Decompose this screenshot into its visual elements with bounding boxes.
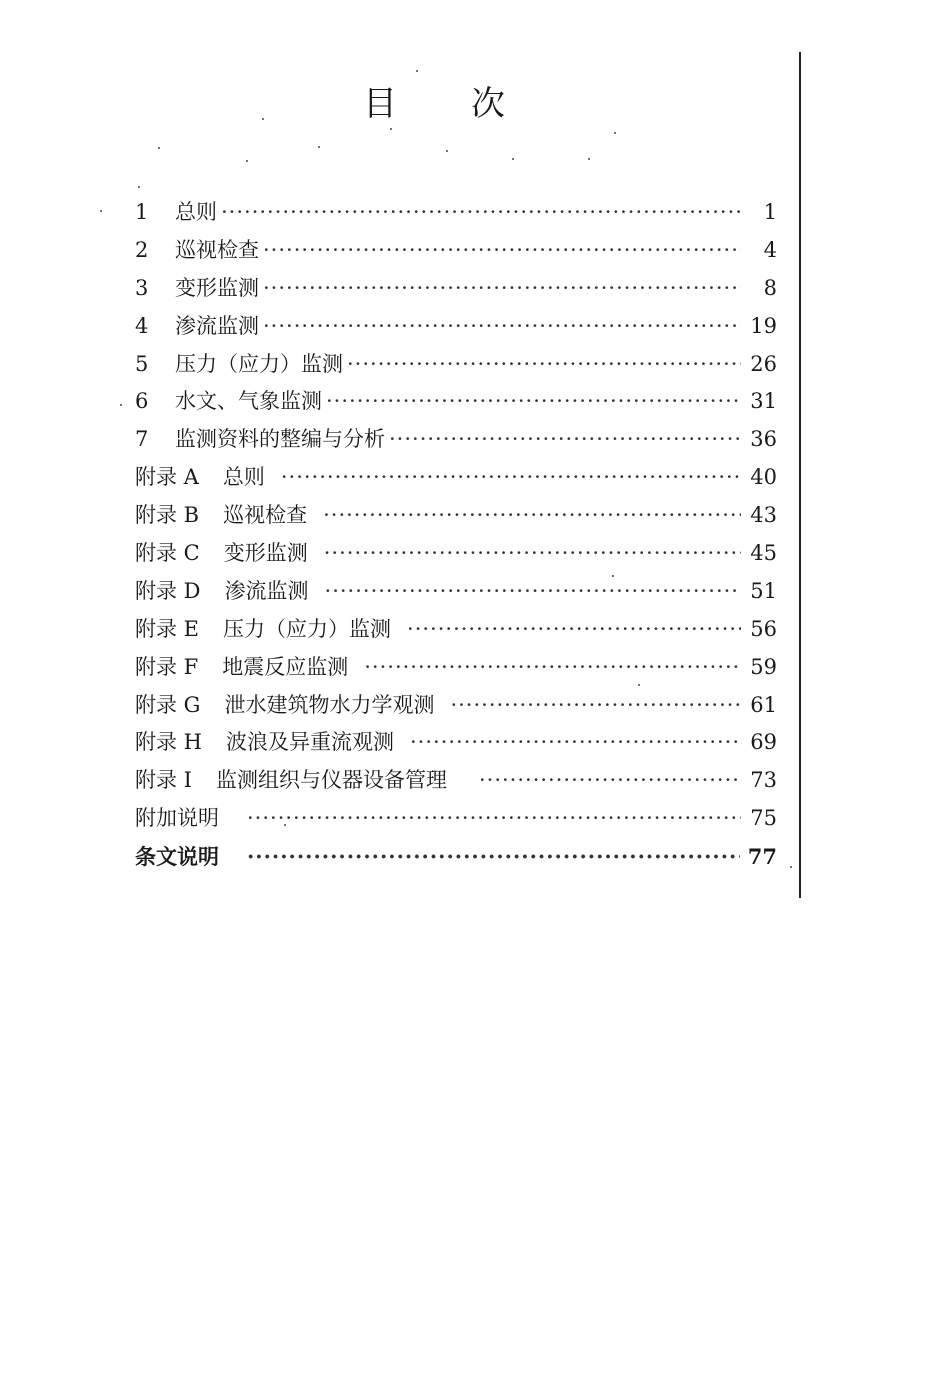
- toc-entry-1[interactable]: [135, 194, 777, 232]
- toc-entry-page: 19: [750, 313, 777, 338]
- toc-entry-appendix-a[interactable]: [135, 459, 777, 497]
- toc-entry-5[interactable]: [135, 346, 777, 384]
- toc-entry-number: 附录 E: [135, 616, 200, 641]
- toc-entry-label: 渗流监测: [175, 313, 259, 338]
- toc-entry-label: 变形监测: [223, 541, 308, 566]
- toc-entry-number: 1: [135, 200, 149, 224]
- scan-speck: [158, 147, 160, 149]
- toc-entry-number: 6: [135, 389, 149, 414]
- toc-entry-number: 附录 B: [135, 503, 200, 528]
- title-char-2: 次: [471, 84, 507, 124]
- toc-leader-dots: [479, 762, 741, 800]
- toc-entry-page: 77: [747, 844, 777, 870]
- toc-leader-dots: [263, 270, 741, 308]
- table-of-contents: [135, 194, 777, 876]
- toc-entry-number: 5: [135, 351, 149, 376]
- scan-speck: [612, 575, 614, 577]
- toc-entry-number: 7: [135, 427, 149, 452]
- toc-leader-dots: [323, 497, 741, 535]
- toc-entry-page: 8: [763, 275, 777, 300]
- toc-leader-dots: [450, 687, 741, 725]
- toc-entry-page: 59: [750, 654, 777, 679]
- title-char-1: 目: [363, 84, 399, 124]
- toc-entry-label: 地震反应监测: [222, 654, 349, 679]
- toc-entry-appendix-e[interactable]: [135, 611, 777, 649]
- toc-leader-dots: [247, 800, 741, 838]
- toc-entry-appendix-d[interactable]: [135, 573, 777, 611]
- toc-entry-4[interactable]: [135, 308, 777, 346]
- toc-entry-2[interactable]: [135, 232, 777, 270]
- scan-speck: [446, 150, 448, 152]
- toc-entry-label: 总则: [175, 200, 217, 224]
- toc-entry-page: 36: [750, 427, 777, 452]
- toc-leader-dots: [263, 308, 741, 346]
- toc-entry-label: 总则: [222, 465, 265, 490]
- toc-leader-dots: [410, 724, 741, 762]
- scan-speck: [638, 684, 640, 686]
- scan-speck: [120, 404, 122, 406]
- toc-entry-page: 69: [750, 730, 777, 755]
- scan-speck: [138, 186, 140, 188]
- toc-entry-label: 泄水建筑物水力学观测: [224, 692, 435, 717]
- toc-entry-number: 3: [135, 275, 149, 300]
- toc-entry-appendix-b[interactable]: [135, 497, 777, 535]
- toc-entry-page: 4: [763, 237, 777, 262]
- toc-entry-label: 监测组织与仪器设备管理: [215, 768, 447, 793]
- toc-entry-7[interactable]: [135, 421, 777, 459]
- toc-entry-page: 45: [750, 541, 777, 566]
- toc-entry-page: 1: [763, 200, 777, 224]
- toc-entry-label: 巡视检查: [223, 503, 308, 528]
- toc-entry-appendix-h[interactable]: [135, 724, 777, 762]
- toc-entry-number: 附录 A: [135, 465, 199, 490]
- scan-speck: [262, 118, 264, 120]
- toc-entry-number: 附录 C: [135, 541, 200, 566]
- scan-speck: [512, 158, 514, 160]
- toc-entry-label: 压力（应力）监测: [175, 351, 343, 376]
- scan-speck: [100, 210, 102, 212]
- toc-leader-dots: [263, 232, 741, 270]
- toc-entry-6[interactable]: [135, 383, 777, 421]
- toc-entry-label: 水文、气象监测: [175, 389, 322, 414]
- scan-speck: [390, 128, 392, 130]
- toc-entry-label: 监测资料的整编与分析: [175, 427, 385, 452]
- toc-entry-number: 附录 H: [135, 730, 202, 755]
- scan-speck: [614, 132, 616, 134]
- toc-leader-dots: [247, 838, 740, 876]
- toc-entry-number: 附录 G: [135, 692, 201, 717]
- toc-entry-appendix-g[interactable]: [135, 687, 777, 725]
- toc-leader-dots: [221, 194, 741, 232]
- toc-entry-page: 73: [750, 768, 777, 793]
- toc-leader-dots: [407, 611, 741, 649]
- toc-entry-appendix-i[interactable]: [135, 762, 777, 800]
- toc-entry-number: 附录 I: [135, 768, 192, 793]
- toc-entry-number: 4: [135, 313, 149, 338]
- toc-entry-article-explanation[interactable]: [135, 838, 777, 876]
- toc-leader-dots: [325, 573, 741, 611]
- scan-speck: [416, 70, 418, 72]
- toc-entry-page: 40: [750, 465, 777, 490]
- toc-leader-dots: [281, 459, 741, 497]
- toc-entry-number: 附加说明: [135, 806, 219, 831]
- toc-entry-number: 2: [135, 237, 149, 262]
- toc-leader-dots: [364, 649, 741, 687]
- scan-speck: [318, 146, 320, 148]
- toc-entry-label: 压力（应力）监测: [223, 616, 392, 641]
- scan-speck: [246, 160, 248, 162]
- toc-entry-number: 附录 F: [135, 654, 199, 679]
- toc-entry-label: 巡视检查: [175, 237, 259, 262]
- toc-entry-label: 变形监测: [175, 275, 259, 300]
- toc-entry-page: 51: [750, 578, 777, 603]
- toc-entry-supplementary-notes[interactable]: [135, 800, 777, 838]
- scan-speck: [284, 824, 286, 826]
- page-title: [0, 76, 870, 125]
- toc-entry-number: 条文说明: [135, 844, 219, 870]
- scan-speck: [790, 866, 792, 868]
- toc-entry-number: 附录 D: [135, 578, 201, 603]
- toc-entry-label: 渗流监测: [224, 578, 309, 603]
- toc-leader-dots: [389, 421, 741, 459]
- toc-entry-page: 43: [750, 503, 777, 528]
- toc-entry-3[interactable]: [135, 270, 777, 308]
- toc-entry-page: 56: [750, 616, 777, 641]
- toc-entry-page: 31: [750, 389, 777, 414]
- toc-entry-page: 75: [750, 806, 777, 831]
- toc-leader-dots: [326, 383, 741, 421]
- toc-entry-label: 波浪及异重流观测: [226, 730, 394, 755]
- toc-entry-appendix-c[interactable]: [135, 535, 777, 573]
- page-edge-rule: [799, 52, 801, 898]
- toc-leader-dots: [347, 346, 741, 384]
- toc-entry-page: 61: [750, 692, 777, 717]
- toc-leader-dots: [324, 535, 741, 573]
- toc-entry-appendix-f[interactable]: [135, 649, 777, 687]
- scan-speck: [588, 158, 590, 160]
- toc-entry-page: 26: [750, 351, 777, 376]
